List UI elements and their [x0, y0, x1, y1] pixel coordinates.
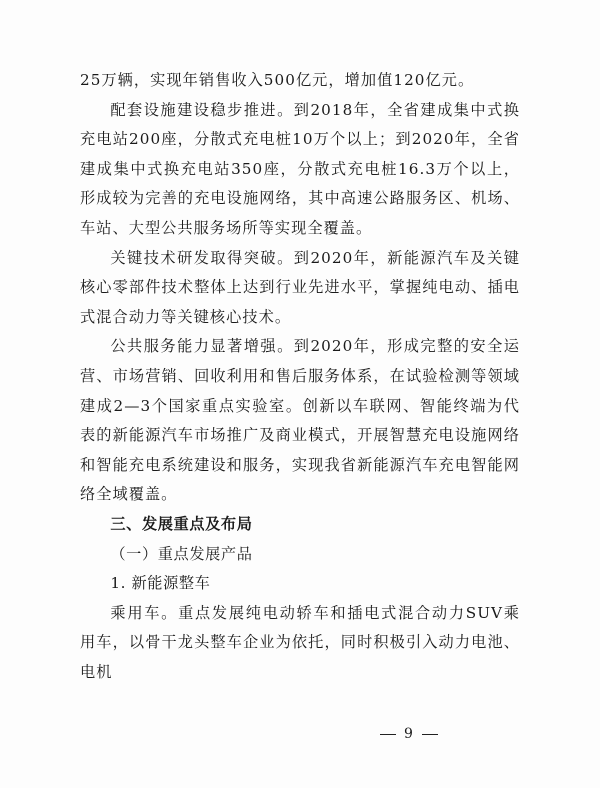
page-number [0, 726, 600, 742]
document-body [80, 66, 520, 687]
page-number-value: 9 [404, 726, 414, 742]
page-number-dash-left [380, 734, 396, 735]
paragraph-passenger-cars: 乘用车。重点发展纯电动轿车和插电式混合动力SUV乘用车，以骨干龙头整车企业为依托，同时积极引入动力电池、电机 [80, 603, 520, 681]
page-number-dash-right [422, 734, 438, 735]
paragraph-public-service: 公共服务能力显著增强。到2020年，形成完整的安全运营、市场营销、回收利用和售后服务体系，在试验检测等领域建成2—3个国家重点实验室。创新以车联网、智能终端为代表的新能源汽车市场推广及商业模式，开展智慧充电设施网络和智能充电系统建设和服务，实现我省新能源汽车充电智能网络全域覆盖。 [80, 337, 520, 504]
paragraph-key-technology: 关键技术研发取得突破。到2020年，新能源汽车及关键核心零部件技术整体上达到行业先进水平，掌握纯电动、插电式混合动力等关键核心技术。 [80, 248, 520, 326]
section-heading: 三、发展重点及布局 [110, 514, 253, 533]
paragraph-charging-facilities: 配套设施建设稳步推进。到2018年，全省建成集中式换充电站200座，分散式充电桩10万个以上；到2020年，全省建成集中式换充电站350座，分散式充电桩16.3万个以上，形成较为完善的充电设施网络，其中高速公路服务区、机场、车站、大型公共服务场所等实现全覆盖。 [80, 100, 520, 237]
subsection-heading: （一）重点发展产品 [110, 544, 253, 563]
paragraph-continuation: 25万辆，实现年销售收入500亿元，增加值120亿元。 [80, 71, 475, 89]
item-heading: 1. 新能源整车 [110, 574, 211, 593]
